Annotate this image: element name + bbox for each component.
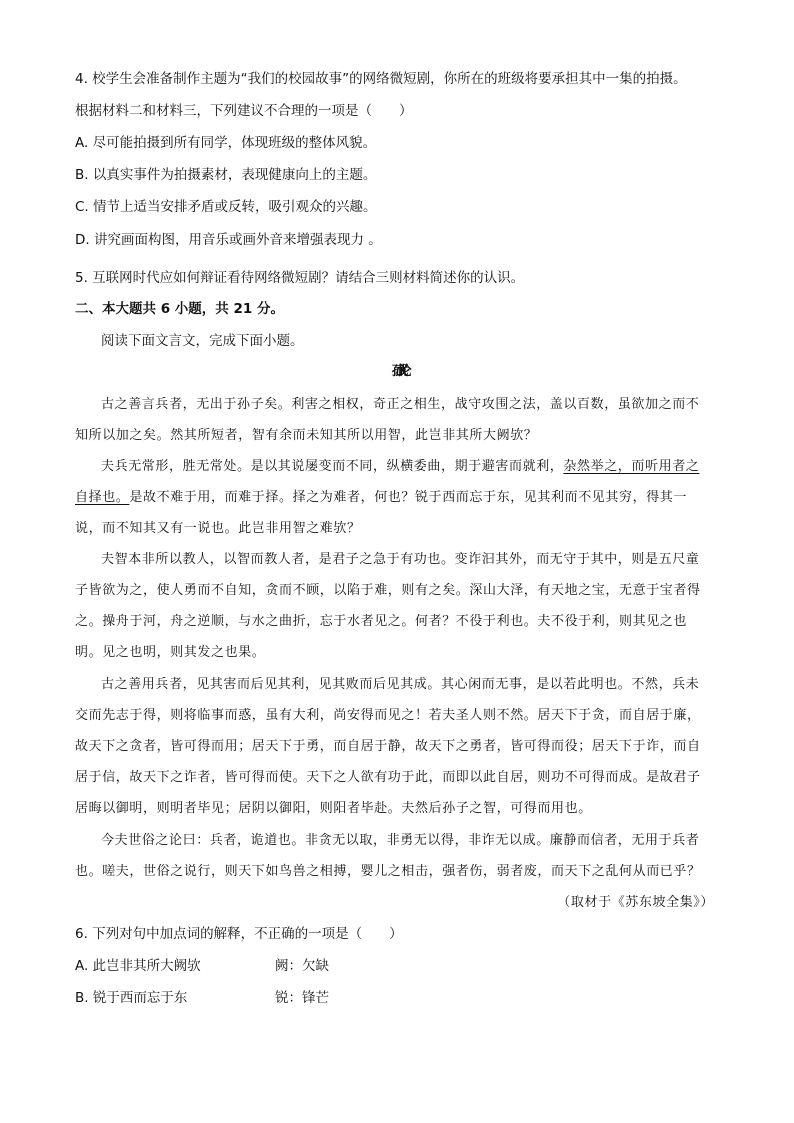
passage-line: 居晦以御明，则明者毕见；居阴以御阳，则阳者毕赴。夫然后孙子之智，可得而用也。 [75, 801, 592, 816]
q4-option-d: D. 讲究画面构图，用音乐或画外音来增强表现力 。 [75, 232, 382, 248]
underlined-sentence: 自择也。 [75, 490, 130, 505]
q4-option-a: A. 尽可能拍摄到所有同学，体现班级的整体风貌。 [75, 135, 377, 151]
passage-line: 夫智本非所以教人，以智而教人者，是君子之急于有功也。变诈汩其外，而无守于其中，则是五尺童 [101, 552, 700, 567]
passage-line [75, 486, 687, 505]
passage-line: 古之善言兵者，无出于孙子矣。利害之相权，奇正之相生，战守攻围之法，盖以百数，虽欲加之而不 [101, 397, 700, 412]
option-sentence: A. 此岂非其所大阙欤 [75, 958, 201, 974]
passage-line: 说，而不知其又有一说也。此岂非用智之难欤？ [75, 521, 361, 536]
passage-line: 交而先志于得，则将临事而惑，虽有大利，尚安得而见之！若夫圣人则不然。居天下于贪，而自居于廉， [75, 708, 701, 723]
q6-option-b [75, 986, 329, 1006]
passage-line: 子皆欲为之，使人勇而不自知，贪而不顾，以陷于难，则有之矣。深山大泽，有天地之宝，无意于宝者得 [75, 583, 701, 598]
q4-stem-line1: 4. 校学生会准备制作主题为“我们的校园故事”的网络微短剧，你所在的班级将要承担其中一集的拍摄。 [75, 71, 687, 87]
passage-title: 孙武论 [391, 364, 403, 379]
passage-line: 明。见之也明，则其发之也果。 [75, 645, 266, 660]
passage-line [101, 455, 699, 474]
passage-line: 也。嗟夫，世俗之说行，则天下如鸟兽之相搏，婴儿之相击，强者伤，弱者废，而天下之乱何从而已乎？ [75, 864, 701, 879]
q6-stem: 6. 下列对句中加点词的解释，不正确的一项是（ ） [75, 926, 403, 942]
passage-line: 知所以加之矣。然其所短者，智有余而未知其所以用智，此岂非其所大阙欤？ [75, 428, 538, 443]
option-gloss: 锐：锋芒 [275, 990, 329, 1006]
q4-option-c: C. 情节上适当安排矛盾或反转，吸引观众的兴趣。 [75, 199, 377, 215]
option-gloss: 阙：欠缺 [275, 958, 329, 974]
underlined-sentence: 杂然举之，而听用者之 [563, 459, 700, 474]
q5-stem: 5. 互联网时代应如何辩证看待网络微短剧？请结合三则材料简述你的认识。 [75, 270, 525, 286]
passage-line: 故天下之贪者，皆可得而用；居天下于勇，而自居于静，故天下之勇者，皆可得而役；居天下于诈，而自 [75, 739, 701, 754]
passage-text: 夫兵无常形，胜无常处。是以其说屡变而不同，纵横委曲，期于避害而就利， [101, 459, 564, 474]
passage-text: 是故不难于用，而难于择。择之为难者，何也？锐于西而忘于东，见其利而不见其穷，得其一 [129, 490, 688, 505]
q4-stem-line2: 根据材料二和材料三，下列建议不合理的一项是（ ） [75, 103, 413, 119]
section-instruction: 阅读下面文言文，完成下面小题。 [101, 333, 304, 349]
q6-option-a [75, 954, 329, 974]
passage-source: （取材于《苏东坡全集》） [557, 895, 714, 910]
q4-option-b: B. 以真实事件为拍摄素材，表现健康向上的主题。 [75, 167, 377, 183]
option-sentence: B. 锐于西而忘于东 [75, 990, 188, 1006]
passage-line: 居于信，故天下之诈者，皆可得而使。天下之人欲有功于此，而即以此自居，则功不可得而成。是故君子 [75, 770, 701, 785]
passage-line: 古之善用兵者，见其害而后见其利，见其败而后见其成。其心闲而无事，是以若此明也。不然，兵未 [101, 677, 700, 692]
passage-line: 之。操舟于河，舟之逆顺，与水之曲折，忘于水者见之。何者？不役于利也。夫不役于利，则其见之也 [75, 614, 688, 629]
section-heading: 二、本大题共 6 小题，共 21 分。 [75, 301, 284, 317]
passage-line: 今夫世俗之论曰：兵者，诡道也。非贪无以取，非勇无以得，非诈无以成。廉静而信者，无用于兵者 [101, 833, 700, 848]
